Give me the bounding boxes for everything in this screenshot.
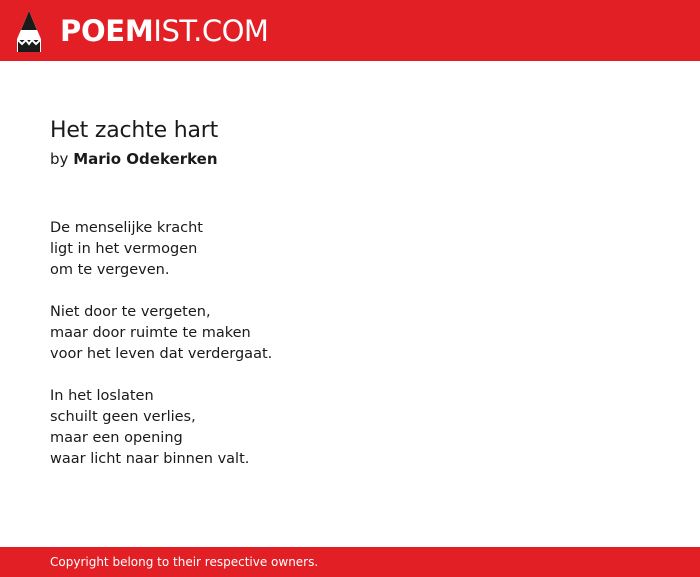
poem-line: maar door ruimte te maken xyxy=(50,325,251,341)
poem-line: voor het leven dat verdergaat. xyxy=(50,346,273,362)
poem-line: De menselijke kracht xyxy=(50,220,203,236)
wordmark-light: IST.COM xyxy=(153,14,269,48)
poem-line: Niet door te vergeten, xyxy=(50,304,211,320)
stanza xyxy=(50,302,650,365)
site-footer xyxy=(0,547,700,577)
site-logo[interactable] xyxy=(16,9,268,53)
poem-line: In het loslaten xyxy=(50,388,154,404)
poem-line: om te vergeven. xyxy=(50,262,170,278)
stanza xyxy=(50,386,650,470)
poem-body xyxy=(50,218,650,491)
poem-line: waar licht naar binnen valt. xyxy=(50,451,250,467)
site-header xyxy=(0,0,700,61)
poem-line: ligt in het vermogen xyxy=(50,241,198,257)
stanza xyxy=(50,218,650,281)
wordmark-bold: POEM xyxy=(60,14,154,48)
poem-byline xyxy=(50,149,218,169)
by-label: by xyxy=(50,150,69,168)
site-wordmark xyxy=(60,9,268,53)
copyright-notice: Copyright belong to their respective owners. xyxy=(50,555,319,569)
pencil-icon xyxy=(16,9,42,53)
poem-title: Het zachte hart xyxy=(50,118,219,143)
poem-line: schuilt geen verlies, xyxy=(50,409,196,425)
poem-author: Mario Odekerken xyxy=(73,150,218,168)
poem-line: maar een opening xyxy=(50,430,183,446)
